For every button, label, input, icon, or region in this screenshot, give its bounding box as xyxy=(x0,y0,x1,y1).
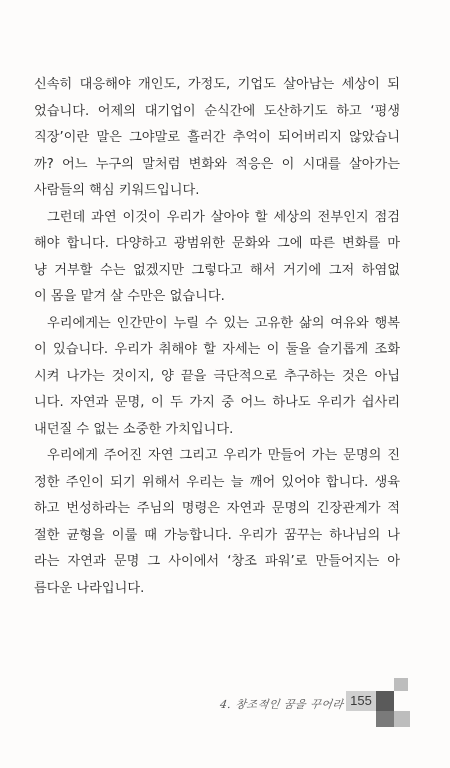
text-line: 까? 어느 누구의 말처럼 변화와 적응은 이 시대를 살아가는 xyxy=(34,156,400,172)
text-line: 이 있습니다. 우리가 취해야 할 자세는 이 둘을 슬기롭게 조화 xyxy=(34,342,400,357)
text-line: 었습니다. 어제의 대기업이 순식간에 도산하기도 하고 ‘평생 xyxy=(34,103,400,119)
paragraph-first-line: 우리에게 주어진 자연 그리고 우리가 만들어 가는 문명의 진 xyxy=(47,448,400,463)
text-line: 시켜 나가는 것이지, 양 끝을 극단적으로 추구하는 것은 아닙 xyxy=(34,368,400,384)
text-line: 내던질 수 없는 소중한 가치입니다. xyxy=(34,421,234,437)
paragraph-first-line: 그런데 과연 이것이 우리가 살아야 할 세상의 전부인지 점검 xyxy=(47,209,400,225)
text-line: 하고 번성하라는 주님의 명령은 자연과 문명의 긴장관계가 적 xyxy=(34,501,400,516)
paragraph-first-line: 우리에게는 인간만이 누릴 수 있는 고유한 삶의 여유와 행복 xyxy=(47,315,400,331)
text-line: 이 몸을 맡겨 살 수만은 없습니다. xyxy=(34,289,225,304)
text-line: 니다. 자연과 문명, 이 두 가지 중 어느 하나도 우리가 쉽사리 xyxy=(34,395,400,410)
decorative-square xyxy=(394,711,410,727)
text-line: 름다운 나라입니다. xyxy=(34,580,145,596)
decorative-square xyxy=(376,711,394,727)
decorative-square xyxy=(394,678,408,691)
decorative-square xyxy=(376,691,394,711)
text-line: 정한 주인이 되기 위해서 우리는 늘 깨어 있어야 합니다. 생육 xyxy=(34,474,400,490)
text-line: 절한 균형을 이룰 때 가능합니다. 우리가 꿈꾸는 하나님의 나 xyxy=(34,527,400,543)
text-line: 직장’이란 말은 그야말로 흘러간 추억이 되어버리지 않았습니 xyxy=(34,130,400,145)
text-line: 사람들의 핵심 키워드입니다. xyxy=(34,183,200,198)
body-text xyxy=(34,72,400,602)
page-number: 155 xyxy=(346,691,376,711)
chapter-title: 4. 창조적인 꿈을 꾸어라 xyxy=(219,698,345,711)
text-line: 해야 합니다. 다양하고 광범위한 문화와 그에 따른 변화를 마 xyxy=(34,236,400,251)
text-line: 냥 거부할 수는 없겠지만 그렇다고 해서 거기에 그저 하염없 xyxy=(34,262,400,278)
text-line: 라는 자연과 문명 그 사이에서 ‘창조 파워’로 만들어지는 아 xyxy=(34,554,400,569)
text-line: 신속히 대응해야 개인도, 가정도, 기업도 살아남는 세상이 되 xyxy=(34,77,400,92)
